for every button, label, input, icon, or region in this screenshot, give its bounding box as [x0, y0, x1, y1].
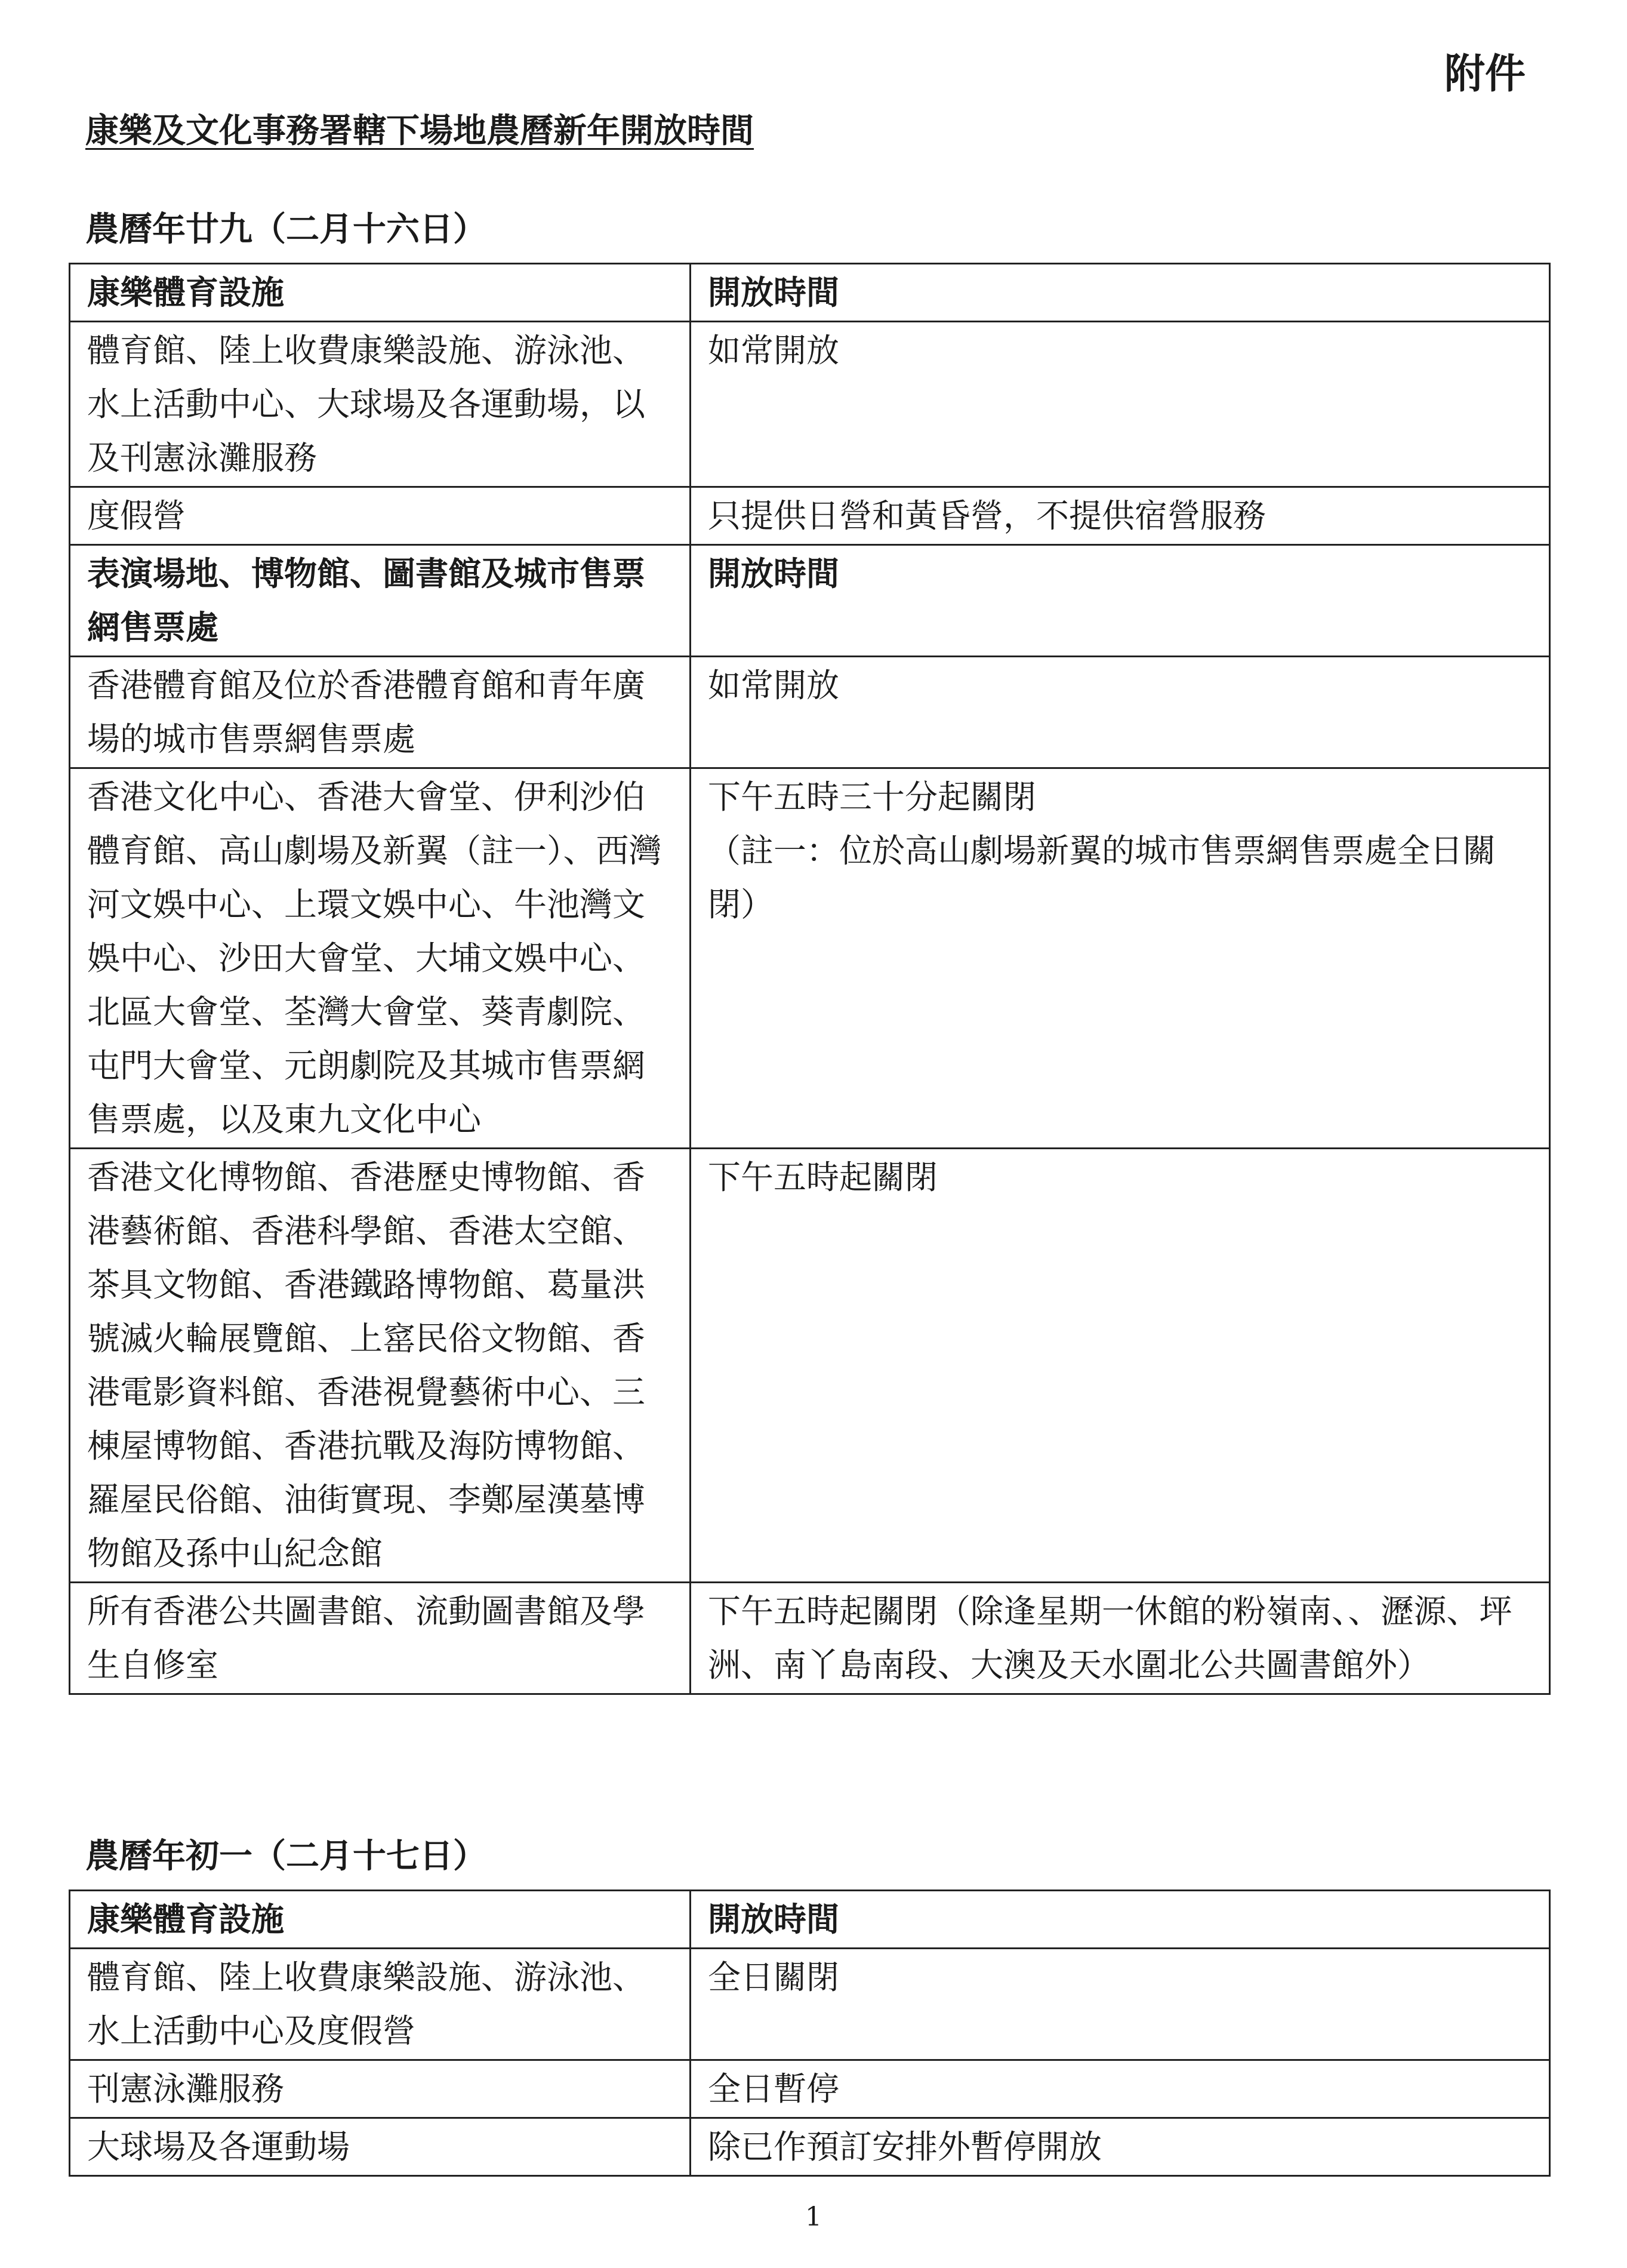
- footnote-text: （註一：位於高山劇場新翼的城市售票網售票處全日關閉）: [708, 832, 1496, 924]
- section-heading: 農曆年廿九（二月十六日）: [85, 210, 486, 249]
- hours-cell: [691, 768, 1550, 1149]
- hours-column-header: 開放時間: [691, 264, 1550, 322]
- section-new-year-day: [69, 1830, 1549, 2177]
- table-header-row: [70, 545, 1550, 657]
- facility-cell: 體育館、陸上收費康樂設施、游泳池、水上活動中心、大球場及各運動場，以及刊憲泳灘服務: [70, 322, 691, 487]
- facility-cell: 體育館、陸上收費康樂設施、游泳池、水上活動中心及度假營: [70, 1949, 691, 2060]
- facility-column-header: 表演場地、博物館、圖書館及城市售票網售票處: [70, 545, 691, 657]
- facility-cell: 香港文化博物館、香港歷史博物館、香港藝術館、香港科學館、香港太空館、茶具文物館、香港鐵路博物館、葛量洪號滅火輪展覽館、上窰民俗文物館、香港電影資料館、香港視覺藝術中心、三棟屋博物館、香港抗戰及海防博物館、羅屋民俗館、油街實現、李鄭屋漢墓博物館及孫中山紀念館: [70, 1149, 691, 1583]
- table-row: [70, 487, 1550, 545]
- document-title: 康樂及文化事務署轄下場地農曆新年開放時間: [85, 111, 754, 150]
- facility-cell: 度假營: [70, 487, 691, 545]
- page-number: 1: [805, 2202, 822, 2232]
- table-row: [70, 1149, 1550, 1583]
- table-row: [70, 1583, 1550, 1694]
- hours-cell: 只提供日營和黃昏營，不提供宿營服務: [691, 487, 1550, 545]
- hours-cell: 除已作預訂安排外暫停開放: [691, 2118, 1550, 2176]
- table-row: [70, 2060, 1550, 2118]
- table-row: [70, 657, 1550, 768]
- annex-label: 附件: [1444, 50, 1526, 98]
- facility-column-header: 康樂體育設施: [70, 1891, 691, 1949]
- hours-column-header: 開放時間: [691, 545, 1550, 657]
- facility-cell: 大球場及各運動場: [70, 2118, 691, 2176]
- hours-text: 下午五時三十分起關閉: [708, 778, 1037, 816]
- hours-cell: 全日暫停: [691, 2060, 1550, 2118]
- facility-cell: 刊憲泳灘服務: [70, 2060, 691, 2118]
- table-header-row: [70, 264, 1550, 322]
- section-heading: 農曆年初一（二月十七日）: [85, 1836, 486, 1876]
- table-row: [70, 1949, 1550, 2060]
- facility-cell: 香港體育館及位於香港體育館和青年廣場的城市售票網售票處: [70, 657, 691, 768]
- facility-column-header: 康樂體育設施: [70, 264, 691, 322]
- hours-cell: 如常開放: [691, 322, 1550, 487]
- table-row: [70, 2118, 1550, 2176]
- facility-cell: 香港文化中心、香港大會堂、伊利沙伯體育館、高山劇場及新翼（註一）、西灣河文娛中心、上環文娛中心、牛池灣文娛中心、沙田大會堂、大埔文娛中心、北區大會堂、荃灣大會堂、葵青劇院、屯門大會堂、元朗劇院及其城市售票網售票處，以及東九文化中心: [70, 768, 691, 1149]
- section-new-year-eve: [69, 203, 1549, 1695]
- opening-hours-table: [69, 263, 1551, 1695]
- facility-cell: 所有香港公共圖書館、流動圖書館及學生自修室: [70, 1583, 691, 1694]
- table-row: [70, 768, 1550, 1149]
- hours-cell: 下午五時起關閉（除逢星期一休館的粉嶺南、、瀝源、坪洲、南丫島南段、大澳及天水圍北公共圖書館外）: [691, 1583, 1550, 1694]
- hours-cell: 下午五時起關閉: [691, 1149, 1550, 1583]
- opening-hours-table: [69, 1890, 1551, 2177]
- hours-cell: 如常開放: [691, 657, 1550, 768]
- table-header-row: [70, 1891, 1550, 1949]
- table-row: [70, 322, 1550, 487]
- hours-cell: 全日關閉: [691, 1949, 1550, 2060]
- hours-column-header: 開放時間: [691, 1891, 1550, 1949]
